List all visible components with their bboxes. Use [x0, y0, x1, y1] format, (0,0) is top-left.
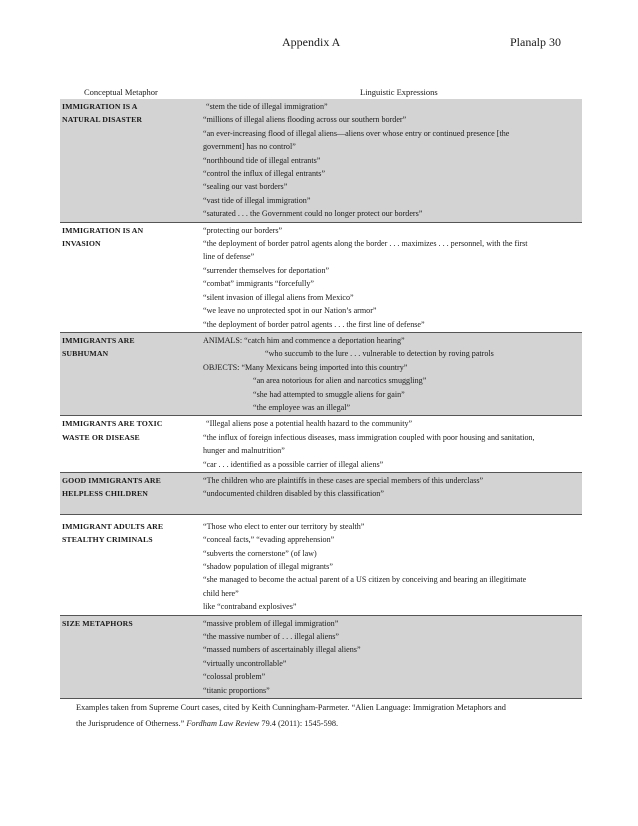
- table-row: [60, 615, 582, 698]
- metaphor-label: GOOD IMMIGRANTS ARE: [62, 475, 161, 485]
- metaphor-cell: [60, 615, 202, 698]
- expression-cell: [202, 332, 582, 415]
- citation-text: the Jurisprudence of Otherness.”: [76, 719, 187, 728]
- column-header-metaphor: Conceptual Metaphor: [84, 87, 158, 97]
- expression-line: “control the influx of illegal entrants”: [203, 169, 326, 179]
- source-citation: [76, 700, 576, 732]
- expression-line: “millions of illegal aliens flooding across our southern border”: [203, 115, 407, 125]
- table-row: [60, 222, 582, 332]
- expression-line: “the deployment of border patrol agents . . . the first line of defense”: [203, 319, 425, 329]
- metaphor-label: INVASION: [62, 239, 101, 249]
- metaphor-label: HELPLESS CHILDREN: [62, 489, 148, 499]
- metaphor-label: SUBHUMAN: [62, 349, 109, 359]
- metaphor-label: WASTE OR DISEASE: [62, 432, 140, 442]
- expression-line: “massed numbers of ascertainably illegal aliens”: [203, 645, 361, 655]
- expression-line: like “contraband explosives”: [203, 602, 297, 612]
- expression-cell: [202, 615, 582, 698]
- metaphor-cell: [60, 222, 202, 332]
- metaphor-cell: [60, 332, 202, 415]
- citation-line: [76, 716, 576, 732]
- metaphor-label: IMMIGRATION IS AN: [62, 225, 144, 235]
- metaphor-cell: [60, 472, 202, 514]
- expression-line: “who succumb to the lure . . . vulnerable to detection by roving patrols: [265, 349, 494, 359]
- table-row: [60, 416, 582, 473]
- column-headers: [60, 85, 582, 100]
- citation-text: 79.4 (2011): 1545-598.: [259, 719, 339, 728]
- table-row: [60, 472, 582, 514]
- metaphor-label: NATURAL DISASTER: [62, 115, 143, 125]
- metaphor-label: IMMIGRANT ADULTS ARE: [62, 521, 164, 531]
- expression-cell: [202, 99, 582, 222]
- expression-line: “saturated . . . the Government could no longer protect our borders”: [203, 209, 423, 219]
- expression-line: “northbound tide of illegal entrants”: [203, 155, 321, 165]
- expression-line: government] has no control”: [203, 142, 296, 152]
- expression-line: “stem the tide of illegal immigration”: [206, 102, 328, 111]
- expression-cell: [202, 222, 582, 332]
- metaphor-label: STEALTHY CRIMINALS: [62, 535, 153, 545]
- expression-line: “vast tide of illegal immigration”: [203, 195, 311, 205]
- expression-line: ANIMALS: “catch him and commence a deportation hearing”: [203, 335, 405, 345]
- expression-line: “titanic proportions”: [203, 685, 270, 695]
- expression-line: OBJECTS: “Many Mexicans being imported into this country”: [203, 362, 408, 372]
- metaphor-cell: [60, 99, 202, 222]
- expression-line: “sealing our vast borders”: [203, 182, 288, 192]
- expression-line: “silent invasion of illegal aliens from Mexico”: [203, 292, 354, 302]
- expression-line: “combat” immigrants “forcefully”: [203, 279, 315, 289]
- citation-line: Examples taken from Supreme Court cases, cited by Keith Cunningham-Parmeter. “Alien Language: Immigration Metaphors and: [76, 703, 506, 712]
- expression-cell: [202, 416, 582, 473]
- expression-line: “virtually uncontrollable”: [203, 658, 287, 668]
- expression-line: “massive problem of illegal immigration”: [203, 618, 339, 628]
- metaphor-table: [60, 99, 582, 699]
- expression-line: “Illegal aliens pose a potential health hazard to the community”: [206, 419, 413, 429]
- expression-line: “shadow population of illegal migrants”: [203, 562, 333, 571]
- expression-line: “an ever-increasing flood of illegal aliens—aliens over whose entry or continued presence [the: [203, 128, 510, 138]
- header-page-number: Planalp 30: [510, 35, 561, 49]
- metaphor-label: IMMIGRATION IS A: [62, 102, 138, 111]
- table-row: [60, 99, 582, 222]
- expression-line: “The children who are plaintiffs in these cases are special members of this underclass”: [203, 475, 484, 485]
- expression-line: “the massive number of . . . illegal aliens”: [203, 632, 339, 642]
- expression-line: child here”: [203, 588, 239, 598]
- expression-line: “subverts the cornerstone” (of law): [203, 548, 317, 558]
- expression-cell: [202, 472, 582, 514]
- expression-line: “an area notorious for alien and narcotics smuggling”: [253, 376, 427, 386]
- expression-line: hunger and malnutrition”: [203, 446, 285, 456]
- expression-line: “Those who elect to enter our territory by stealth”: [203, 521, 365, 531]
- expression-line: “conceal facts,” “evading apprehension”: [203, 535, 335, 545]
- metaphor-label: SIZE METAPHORS: [62, 618, 133, 628]
- metaphor-cell: [60, 514, 202, 615]
- expression-line: “surrender themselves for deportation”: [203, 265, 330, 275]
- column-header-expressions: Linguistic Expressions: [360, 87, 438, 97]
- expression-line: “undocumented children disabled by this classification”: [203, 489, 384, 499]
- table-row: [60, 514, 582, 615]
- expression-line: “she had attempted to smuggle aliens for gain”: [253, 389, 405, 399]
- table-row: [60, 332, 582, 415]
- metaphor-label: IMMIGRANTS ARE TOXIC: [62, 419, 163, 429]
- expression-line: “she managed to become the actual parent of a US citizen by conceiving and bearing an illegitimate: [203, 575, 527, 585]
- header-title: Appendix A: [282, 35, 341, 49]
- expression-line: “the influx of foreign infectious diseases, mass immigration coupled with poor housing and sanitation,: [203, 432, 535, 442]
- expression-line: “we leave no unprotected spot in our Nation’s armor”: [203, 306, 377, 316]
- expression-line: “car . . . identified as a possible carrier of illegal aliens”: [203, 459, 384, 469]
- expression-cell: [202, 514, 582, 615]
- expression-line: “the deployment of border patrol agents along the border . . . maximizes . . . personnel, with the first: [203, 239, 528, 249]
- metaphor-cell: [60, 416, 202, 473]
- journal-title: Fordham Law Review: [186, 719, 260, 728]
- metaphor-label: IMMIGRANTS ARE: [62, 335, 135, 345]
- expression-line: “the employee was an illegal”: [253, 402, 351, 412]
- expression-line: “protecting our borders”: [203, 225, 283, 235]
- expression-line: line of defense”: [203, 252, 255, 262]
- expression-line: “colossal problem”: [203, 672, 266, 682]
